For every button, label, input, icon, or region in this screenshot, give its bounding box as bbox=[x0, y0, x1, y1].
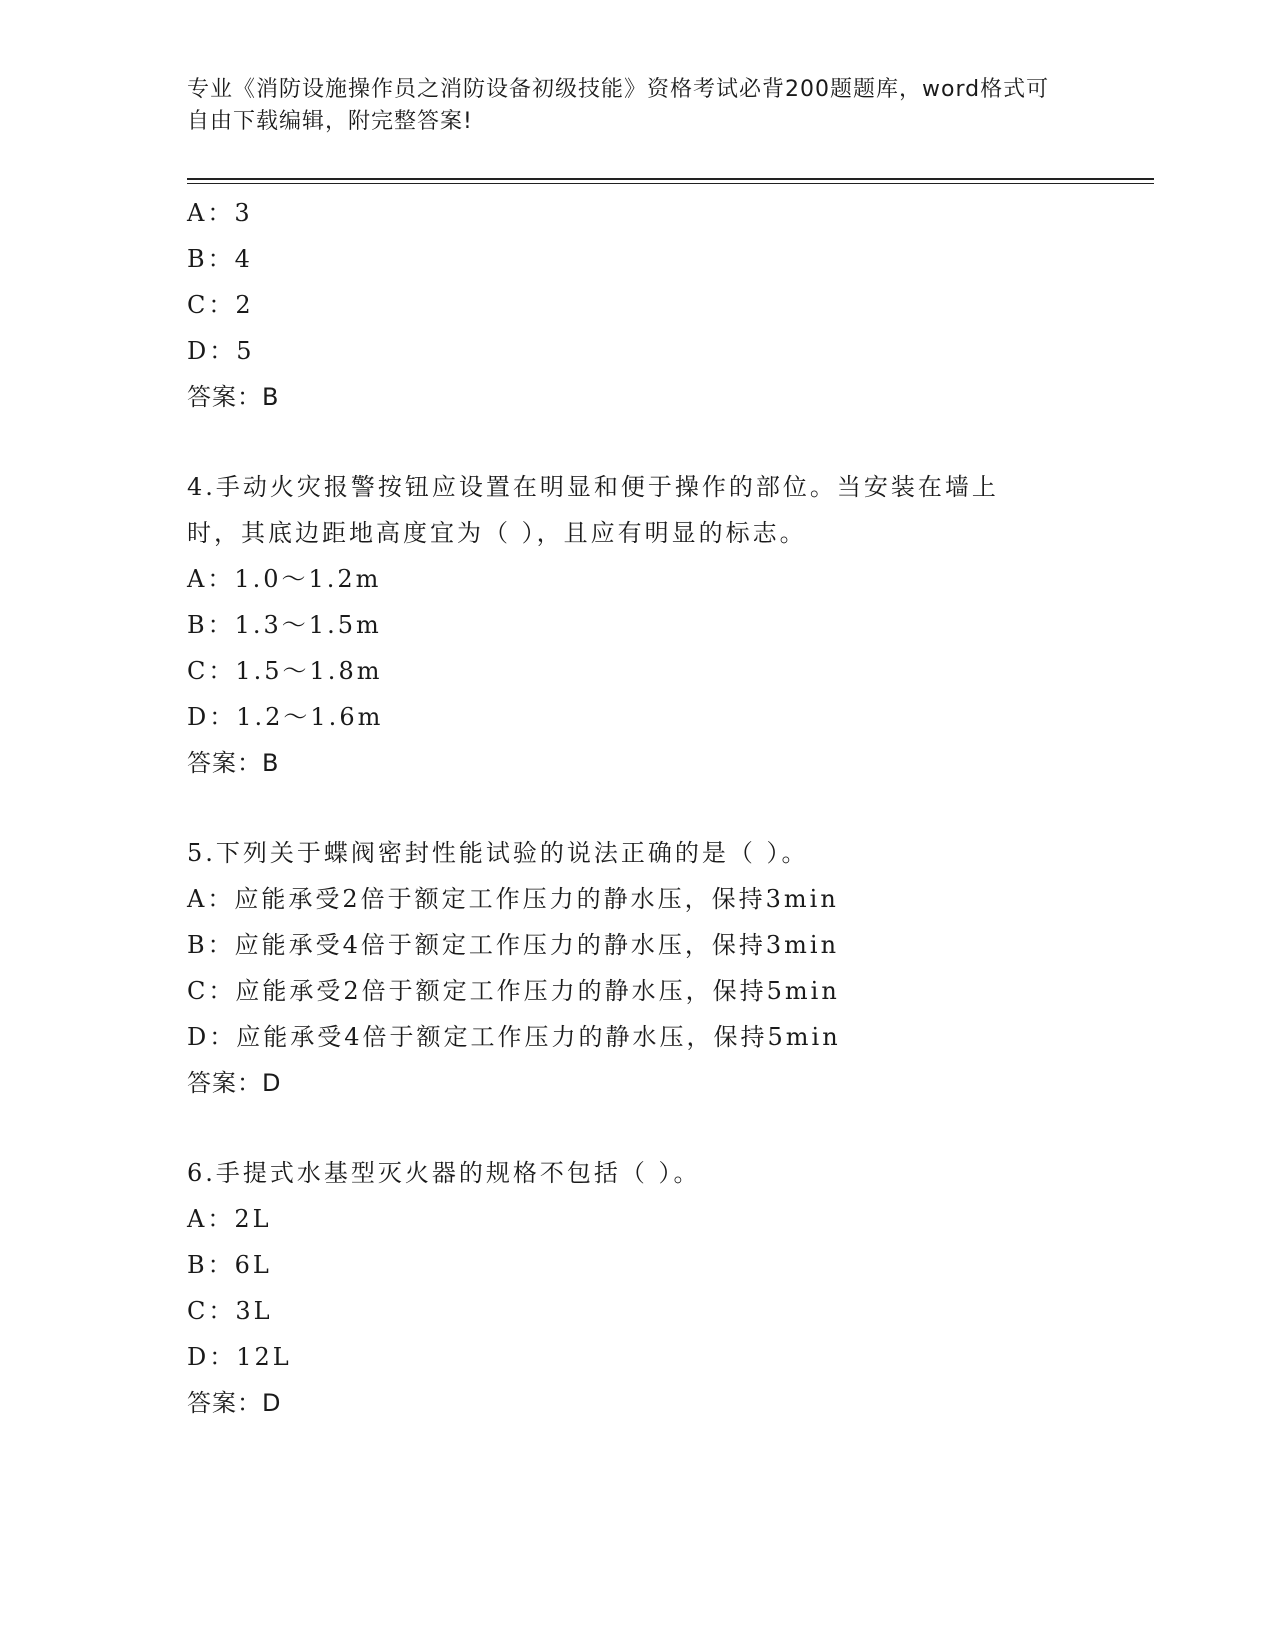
option-b: B：应能承受4倍于额定工作压力的静水压，保持3min bbox=[187, 931, 840, 959]
option-c: C：3L bbox=[187, 1297, 273, 1325]
option-a: A：3 bbox=[187, 199, 253, 227]
option-d: D：应能承受4倍于额定工作压力的静水压，保持5min bbox=[187, 1023, 841, 1051]
option-c: C：2 bbox=[187, 291, 254, 319]
header-divider bbox=[187, 178, 1154, 184]
option-b: B：4 bbox=[187, 245, 253, 273]
answer: 答案：D bbox=[187, 1389, 282, 1417]
option-b: B：1.3～1.5m bbox=[187, 611, 382, 639]
option-d: D：12L bbox=[187, 1343, 292, 1371]
option-c: C：应能承受2倍于额定工作压力的静水压，保持5min bbox=[187, 977, 840, 1005]
question-3 bbox=[187, 190, 1154, 420]
question-stem: 5.下列关于蝶阀密封性能试验的说法正确的是（ ）。 bbox=[187, 839, 809, 867]
option-c: C：1.5～1.8m bbox=[187, 657, 383, 685]
option-a: A：1.0～1.2m bbox=[187, 565, 382, 593]
answer: 答案：B bbox=[187, 749, 280, 777]
question-list bbox=[187, 190, 1154, 1426]
option-b: B：6L bbox=[187, 1251, 272, 1279]
question-stem: 4.手动火灾报警按钮应设置在明显和便于操作的部位。当安装在墙上 bbox=[187, 473, 999, 501]
document-title: 专业《消防设施操作员之消防设备初级技能》资格考试必背200题题库，word格式可自由下载编辑，附完整答案! bbox=[187, 77, 1050, 134]
option-a: A：2L bbox=[187, 1205, 272, 1233]
question-stem: 6.手提式水基型灭火器的规格不包括（ ）。 bbox=[187, 1159, 701, 1187]
answer: 答案：D bbox=[187, 1069, 282, 1097]
question-5 bbox=[187, 830, 1154, 1106]
option-d: D：5 bbox=[187, 337, 255, 365]
answer: 答案：B bbox=[187, 383, 280, 411]
question-4 bbox=[187, 464, 1154, 786]
option-a: A：应能承受2倍于额定工作压力的静水压，保持3min bbox=[187, 885, 839, 913]
question-stem-cont: 时，其底边距地高度宜为（ ），且应有明显的标志。 bbox=[187, 519, 807, 547]
question-6 bbox=[187, 1150, 1154, 1426]
option-d: D：1.2～1.6m bbox=[187, 703, 384, 731]
